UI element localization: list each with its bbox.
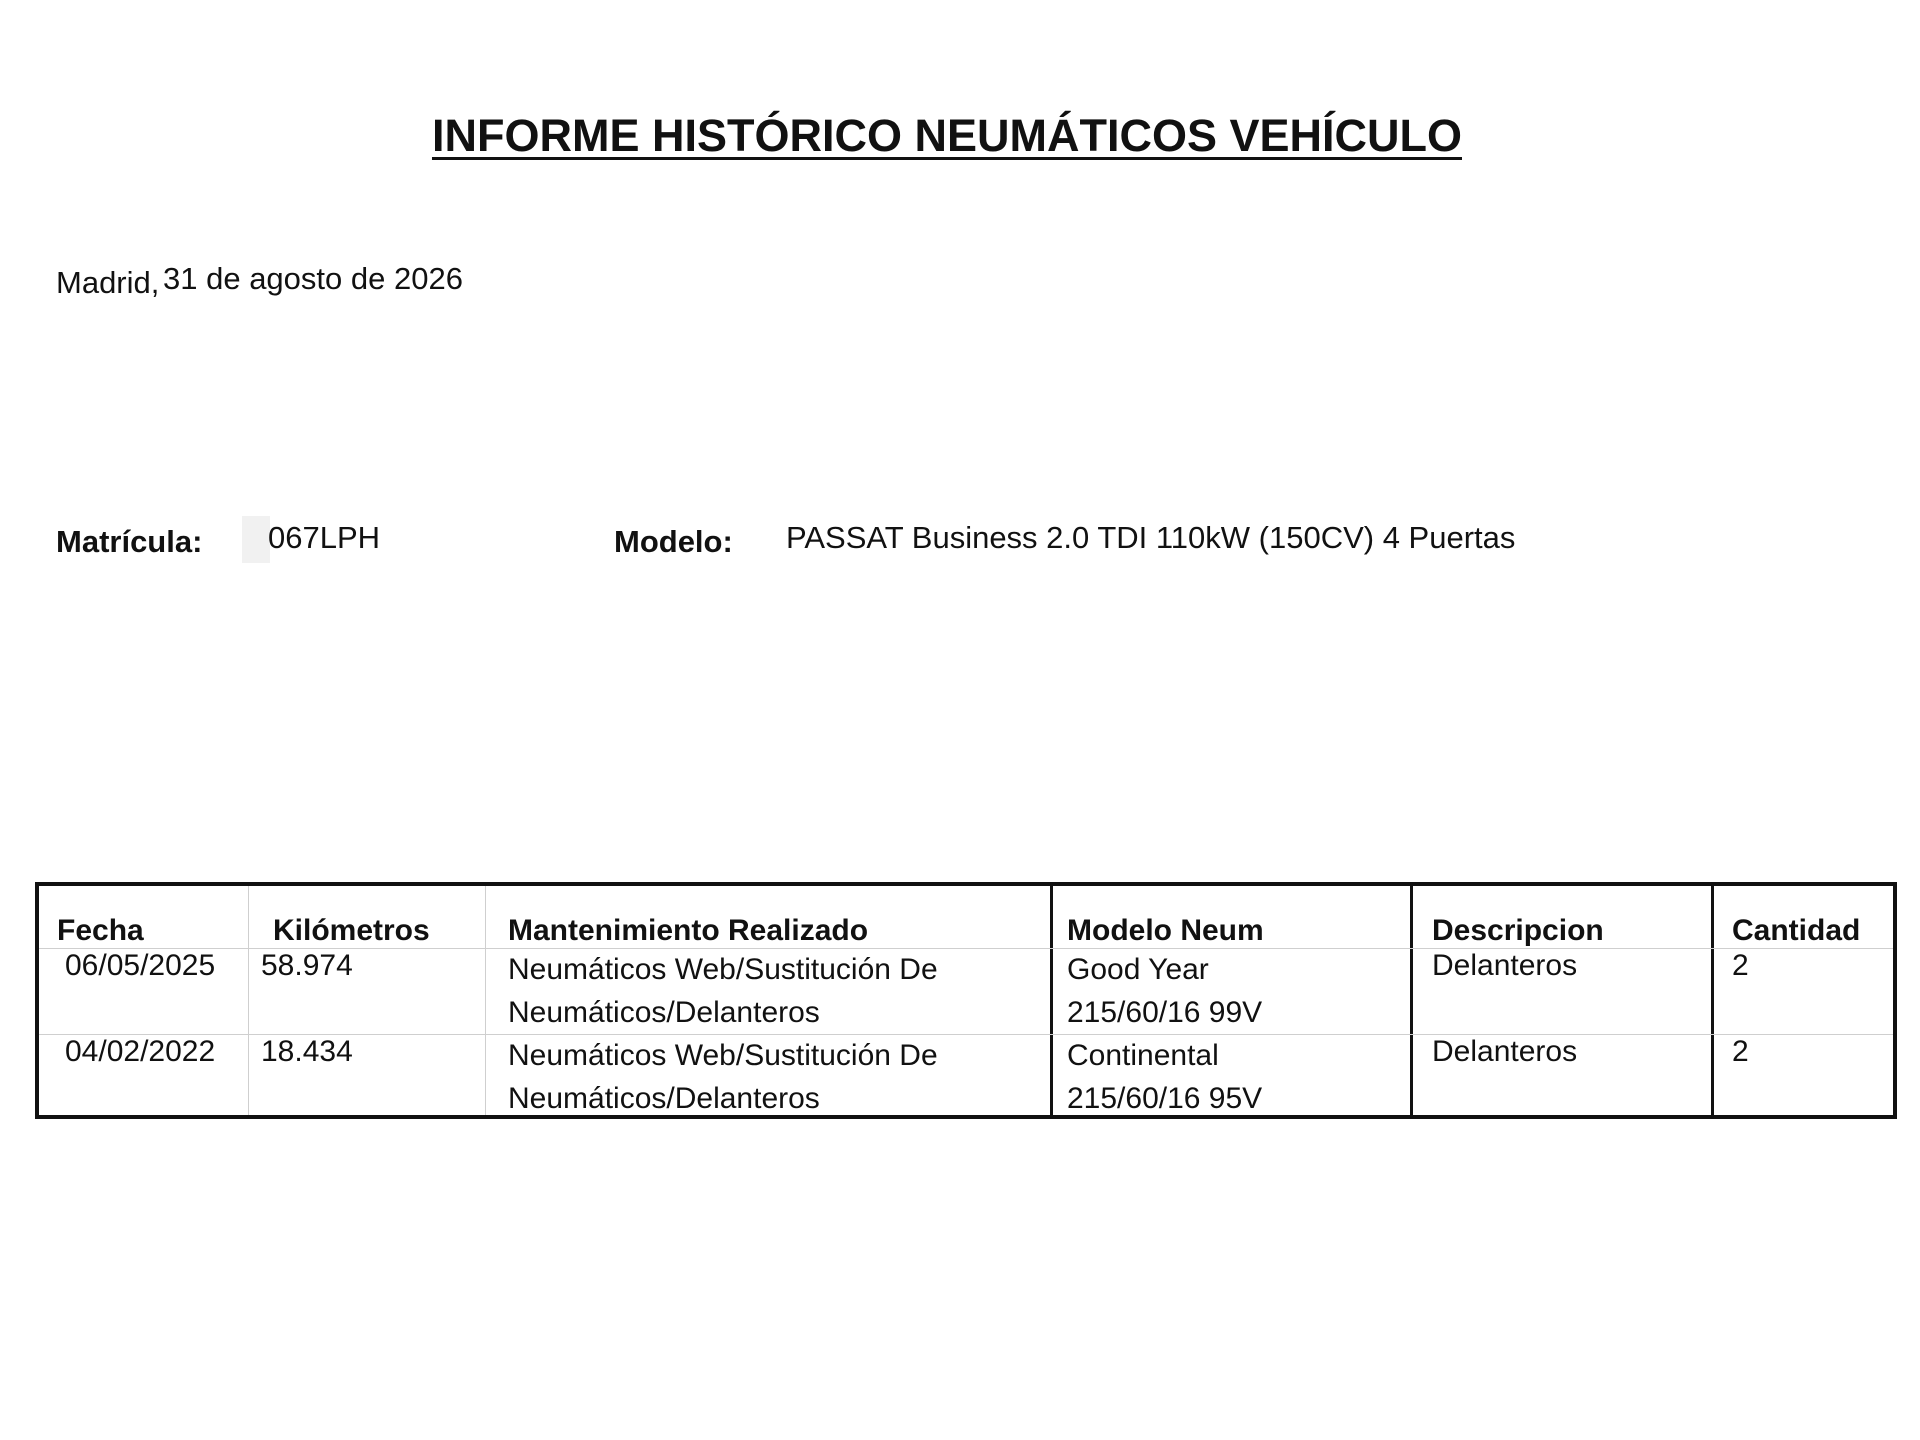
column-divider <box>248 886 249 1115</box>
cell-modelo-line1: Good Year <box>1067 953 1209 986</box>
plate-value: 067LPH <box>268 520 381 555</box>
header-fecha: Fecha <box>57 914 144 947</box>
report-date: 31 de agosto de 2026 <box>163 261 463 296</box>
cell-descripcion: Delanteros <box>1432 1035 1578 1068</box>
model-label: Modelo: <box>614 524 733 559</box>
cell-mantenimiento-line1: Neumáticos Web/Sustitución De <box>508 1039 938 1072</box>
cell-fecha: 04/02/2022 <box>65 1035 216 1068</box>
cell-fecha: 06/05/2025 <box>65 949 216 982</box>
column-divider <box>1410 886 1413 1115</box>
column-divider <box>1711 886 1714 1115</box>
cell-cantidad: 2 <box>1732 1035 1749 1068</box>
column-divider <box>1050 886 1053 1115</box>
cell-mantenimiento-line1: Neumáticos Web/Sustitución De <box>508 953 938 986</box>
header-modelo-neum: Modelo Neum <box>1067 914 1264 947</box>
tire-history-table <box>35 882 1897 1119</box>
cell-modelo-line2: 215/60/16 95V <box>1067 1082 1263 1115</box>
cell-modelo-line1: Continental <box>1067 1039 1219 1072</box>
model-value: PASSAT Business 2.0 TDI 110kW (150CV) 4 Puertas <box>786 520 1516 555</box>
cell-mantenimiento-line2: Neumáticos/Delanteros <box>508 1082 820 1115</box>
cell-descripcion: Delanteros <box>1432 949 1578 982</box>
cell-mantenimiento-line2: Neumáticos/Delanteros <box>508 996 820 1029</box>
column-divider <box>485 886 486 1115</box>
header-mantenimiento: Mantenimiento Realizado <box>508 914 869 947</box>
cell-kilometros: 58.974 <box>261 949 353 982</box>
cell-modelo-line2: 215/60/16 99V <box>1067 996 1263 1029</box>
plate-label: Matrícula: <box>56 524 203 559</box>
header-cantidad: Cantidad <box>1732 914 1861 947</box>
report-title: INFORME HISTÓRICO NEUMÁTICOS VEHÍCULO <box>431 110 1462 161</box>
header-descripcion: Descripcion <box>1432 914 1604 947</box>
header-kilometros: Kilómetros <box>273 914 430 947</box>
cell-cantidad: 2 <box>1732 949 1749 982</box>
report-place: Madrid, <box>56 265 160 300</box>
plate-redaction <box>242 516 270 563</box>
cell-kilometros: 18.434 <box>261 1035 353 1068</box>
